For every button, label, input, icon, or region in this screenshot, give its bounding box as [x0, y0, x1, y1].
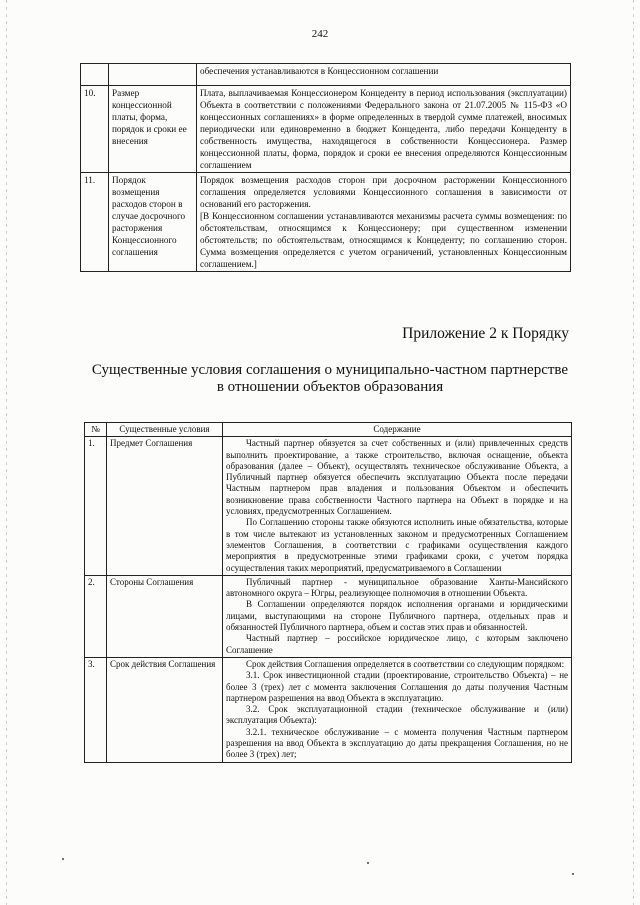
row-number — [81, 64, 109, 86]
header-content: Содержание — [223, 423, 572, 437]
row-content: Публичный партнер - муниципальное образование Ханты-Мансийского автономного округа – Югры, реализующее полномочия в отношении Объекта. В Соглашении определяются порядок исполнения органами и юридическими лицами, выступающими на стороне Публичного партнера, отдельных прав и обязанностей Публичного партнера, объем и состав этих прав и обязанностей. Частный партнер – российское юридическое лицо, с которым заключено Соглашение — [223, 575, 572, 657]
row-content: Плата, выплачиваемая Концессионером Концеденту в период использования (эксплуатации) Объекта в соответствии с положениями Федерального закона от 21.07.2005 № 115-ФЗ «О концессионных соглашениях» в форме определенных в твердой сумме платежей, вносимых периодически или единовременно в бюджет Концедента, либо передачи Концеденту в собственность имущества, находящегося в собственности Концессионера. Размер концессионной платы, форма, порядок и сроки ее внесения определяются Концессионным соглашением — [197, 86, 571, 173]
scan-speck — [572, 873, 574, 875]
table-row — [85, 657, 572, 762]
header-number: № — [85, 423, 107, 437]
row-number: 11. — [81, 173, 109, 272]
row-condition: Срок действия Соглашения — [107, 657, 223, 762]
table-row — [81, 64, 571, 86]
row-condition: Стороны Соглашения — [107, 575, 223, 657]
row-number: 2. — [85, 575, 107, 657]
conditions-table-continued — [80, 63, 571, 272]
section-title: Существенные условия соглашения о муниципально-частном партнерстве в отношении объектов образования — [91, 362, 569, 395]
row-content: Частный партнер обязуется за счет собственных и (или) привлеченных средств выполнить проектирование, а также строительство, включая оснащение, объекта образования (далее – Объект), осуществлять техническое обслуживание Объекта, а Публичный партнер обязуется обеспечить эксплуатацию Объекта после передачи Частным партнером прав владения и пользования Объектом и обеспечить возникновение права собственности Частного партнера на Объект в порядке и на условиях, предусмотренных Соглашением. По Соглашению стороны также обязуются исполнить иные обязательства, которые в том числе вытекают из установленных законом и предусмотренных Соглашением элементов Соглашения, в соответствии с графиками осуществления каждого мероприятия в предусмотренные этими графиками сроки, с учетом порядка осуществления таких мероприятий, предусматриваемого в Соглашении — [223, 437, 572, 576]
row-content: Порядок возмещения расходов сторон при досрочном расторжении Концессионного соглашения определяется условиями Концессионного соглашения в зависимости от оснований его расторжения. [В Концессионном соглашении устанавливаются механизмы расчета суммы возмещения: по обстоятельствам, относящимся к Концессионеру; при существенном изменении обстоятельств; по обстоятельствам, относящимся к Концеденту; по соглашению сторон. Сумма возмещения определяется с учетом ограничений, установленных Концессионным соглашением.] — [197, 173, 571, 272]
table-row — [81, 86, 571, 173]
appendix-heading: Приложение 2 к Порядку — [402, 325, 569, 342]
row-condition — [109, 64, 197, 86]
row-content: обеспечения устанавливаются в Концессионном соглашении — [197, 64, 571, 86]
table-row — [85, 437, 572, 576]
row-condition: Размер концессионной платы, форма, порядок и сроки ее внесения — [109, 86, 197, 173]
scan-speck — [367, 862, 369, 864]
table-row — [81, 173, 571, 272]
header-condition: Существенные условия — [107, 423, 223, 437]
row-number: 3. — [85, 657, 107, 762]
essential-conditions-table — [84, 422, 572, 763]
table-header-row — [85, 423, 572, 437]
page-number: 242 — [311, 28, 329, 40]
row-number: 1. — [85, 437, 107, 576]
row-number: 10. — [81, 86, 109, 173]
row-content: Срок действия Соглашения определяется в соответствии со следующим порядком: 3.1. Срок инвестиционной стадии (проектирование, строительство Объекта) – не более 3 (трех) лет с момента заключения Соглашения до даты получения Частным партнером разрешения на ввод Объекта в эксплуатацию. 3.2. Срок эксплуатационной стадии (техническое обслуживание и (или) эксплуатация Объекта): 3.2.1. техническое обслуживание – с момента получения Частным партнером разрешения на ввод Объекта в эксплуатацию до даты прекращения Соглашения, но не более 3 (трех) лет; — [223, 657, 572, 762]
scan-speck — [62, 858, 64, 860]
row-condition: Предмет Соглашения — [107, 437, 223, 576]
row-condition: Порядок возмещения расходов сторон в случае досрочного расторжения Концессионного соглашения — [109, 173, 197, 272]
table-row — [85, 575, 572, 657]
